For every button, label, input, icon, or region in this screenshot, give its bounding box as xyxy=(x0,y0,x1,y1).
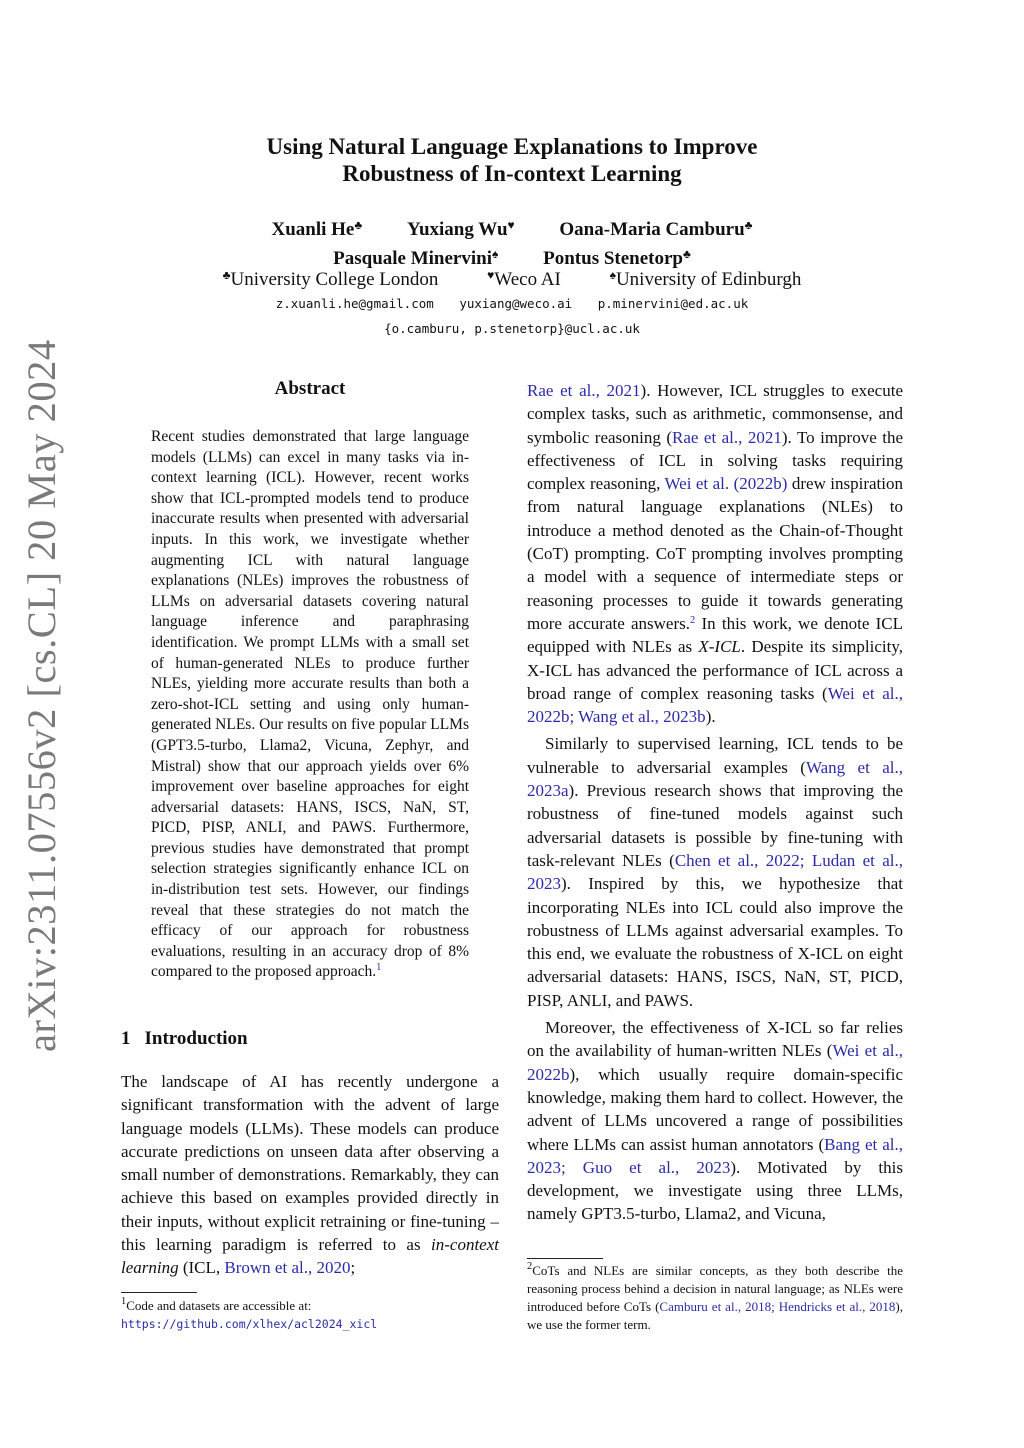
email-1: z.xuanli.he@gmail.com xyxy=(275,296,434,311)
footnote-divider xyxy=(121,1292,197,1293)
affiliation-3: ♠University of Edinburgh xyxy=(609,268,802,290)
affiliations xyxy=(140,263,884,292)
email-4: {o.camburu, p.stenetorp}@ucl.ac.uk xyxy=(384,321,640,336)
citation-link[interactable]: Rae et al., 2021 xyxy=(672,427,782,447)
heart-icon: ♥ xyxy=(487,268,495,282)
footnote-1: $^1$Code and datasets are accessible at: https://github.com/xlhex/acl2024_xicl xyxy=(121,1296,378,1331)
arxiv-stamp: arXiv:2311.07556v2 [cs.CL] 20 May 2024 xyxy=(19,339,64,1052)
abstract-text: Recent studies demonstrated that large language models (LLMs) can excel in many tasks via in-context learning (ICL). However, recent works show that ICL-prompted models tend to produce inaccurate results when presented with adversarial inputs. In this work, we investigate whether augmenting ICL with natural language explanations (NLEs) improves the robustness of LLMs on adversarial datasets covering natural language inference and paraphrasing identification. We prompt LLMs with a small set of human-generated NLEs to produce further NLEs, yielding more accurate results than both a zero-shot-ICL setting and using only human-generated NLEs. Our results on five popular LLMs (GPT3.5-turbo, Llama2, Vicuna, Zephyr, and Mistral) show that our approach yields over 6% improvement over baseline approaches for eight adversarial datasets: HANS, ISCS, NaN, ST, PICD, PISP, ANLI, and PAWS. Furthermore, previous studies have demonstrated that prompt selection strategies significantly enhance ICL on in-distribution test sets. However, our findings reveal that these strategies do not match the efficacy of our approach for robustness evaluations, resulting in an accuracy drop of 8% compared to the proposed approach.$^1$ xyxy=(151,428,469,981)
footnote-divider xyxy=(527,1258,603,1259)
citation-link[interactable]: Wang et al., 2023a xyxy=(527,757,903,801)
author-1: Xuanli He♣ xyxy=(271,218,363,240)
citation-link[interactable]: Brown et al., 2020 xyxy=(224,1258,351,1278)
spade-icon: ♠ xyxy=(492,247,499,261)
citation-link[interactable]: Wei et al., 2022b; Wang et al., 2023b xyxy=(527,683,903,727)
club-icon: ♣ xyxy=(744,218,753,232)
footnote-2-link[interactable]: 2 xyxy=(690,614,696,626)
title-line-2: Robustness of In-context Learning xyxy=(342,161,682,186)
heart-icon: ♥ xyxy=(507,218,515,232)
affiliation-2: ♥Weco AI xyxy=(487,268,561,290)
title-line-1: Using Natural Language Explanations to Improve xyxy=(266,134,758,159)
footnote-2: $^2$CoTs and NLEs are similar concepts, as they both describe the reasoning process behind a decision in natural language; as NLEs were introduced before CoTs (Camburu et al., 2018; Hendricks et al., 2018), we use the former term. xyxy=(527,1261,903,1332)
right-column xyxy=(527,379,903,1226)
section-heading-introduction: 1 Introduction xyxy=(121,1028,248,1049)
spade-icon: ♠ xyxy=(609,268,616,282)
intro-paragraph: The landscape of AI has recently undergone a significant transformation with the advent of large language models (LLMs). These models can produce accurate predictions on unseen data after observing a small number of demonstrations. Remarkably, they can achieve this based on examples provided directly in their inputs, without explicit retraining or fine-tuning – this learning paradigm is referred to as in-context learning (ICL, Brown et al., 2020; xyxy=(121,1072,499,1278)
repo-link[interactable]: https://github.com/xlhex/acl2024_xicl xyxy=(121,1317,378,1331)
citation-link[interactable]: Rae et al., 2021 xyxy=(527,381,641,400)
right-paragraph-3: Moreover, the effectiveness of X-ICL so far relies on the availability of human-written NLEs (Wei et al., 2022b), which usually require domain-specific knowledge, making them hard to collect. However, the advent of LLMs uncovered a range of possibilities where LLMs can assist human annotators (Bang et al., 2023; Guo et al., 2023). Motivated by this development, we investigate using three LLMs, namely GPT3.5-turbo, Llama2, and Vicuna, xyxy=(527,1018,903,1224)
citation-link[interactable]: Camburu et al., 2018; Hendricks et al., 2018 xyxy=(659,1299,896,1314)
footnote-1-link[interactable]: 1 xyxy=(376,962,382,974)
email-2: yuxiang@weco.ai xyxy=(459,296,573,311)
affiliation-1: ♣University College London xyxy=(222,268,439,290)
author-4: Pasquale Minervini♠ xyxy=(333,247,499,269)
right-paragraph-2: Similarly to supervised learning, ICL tends to be vulnerable to adversarial examples (Wang et al., 2023a). Previous research shows that improving the robustness of fine-tuned models against such adversarial datasets is possible by fine-tuning with task-relevant NLEs (Chen et al., 2022; Ludan et al., 2023). Inspired by this, we hypothesize that incorporating NLEs into ICL could also improve the robustness of LLMs against adversarial examples. To this end, we evaluate the robustness of X-ICL on eight adversarial datasets: HANS, ISCS, NaN, ST, PICD, PISP, ANLI, and PAWS. xyxy=(527,734,903,1010)
paper-title xyxy=(150,133,874,187)
author-5: Pontus Stenetorp♣ xyxy=(543,247,691,269)
author-3: Oana-Maria Camburu♣ xyxy=(559,218,753,240)
right-paragraph-1: Rae et al., 2021). However, ICL struggles to execute complex tasks, such as arithmetic, commonsense, and symbolic reasoning (Rae et al., 2021). To improve the effectiveness of ICL in solving tasks requiring complex reasoning, Wei et al. (2022b) drew inspiration from natural language explanations (NLEs) to introduce a method denoted as the Chain-of-Thought (CoT) prompting. CoT prompting involves prompting a model with a sequence of intermediate steps or reasoning processes to guide it towards generating more accurate answers.$^2$ In this work, we denote ICL equipped with NLEs as X-ICL. Despite its simplicity, X-ICL has advanced the performance of ICL across a broad range of complex reasoning tasks (Wei et al., 2022b; Wang et al., 2023b). xyxy=(527,381,904,727)
citation-link[interactable]: Wei et al., 2022b xyxy=(527,1041,903,1084)
club-icon: ♣ xyxy=(354,218,363,232)
club-icon: ♣ xyxy=(222,268,231,282)
club-icon: ♣ xyxy=(683,247,691,261)
abstract-heading: Abstract xyxy=(274,378,346,399)
emails xyxy=(140,291,884,341)
citation-link[interactable]: Bang et al., 2023; Guo et al., 2023 xyxy=(527,1134,903,1177)
email-3: p.minervini@ed.ac.uk xyxy=(597,296,749,311)
citation-link[interactable]: Chen et al., 2022; Ludan et al., 2023 xyxy=(527,850,903,894)
citation-link[interactable]: Wei et al. (2022b) xyxy=(664,474,788,494)
author-2: Yuxiang Wu♥ xyxy=(406,218,515,240)
